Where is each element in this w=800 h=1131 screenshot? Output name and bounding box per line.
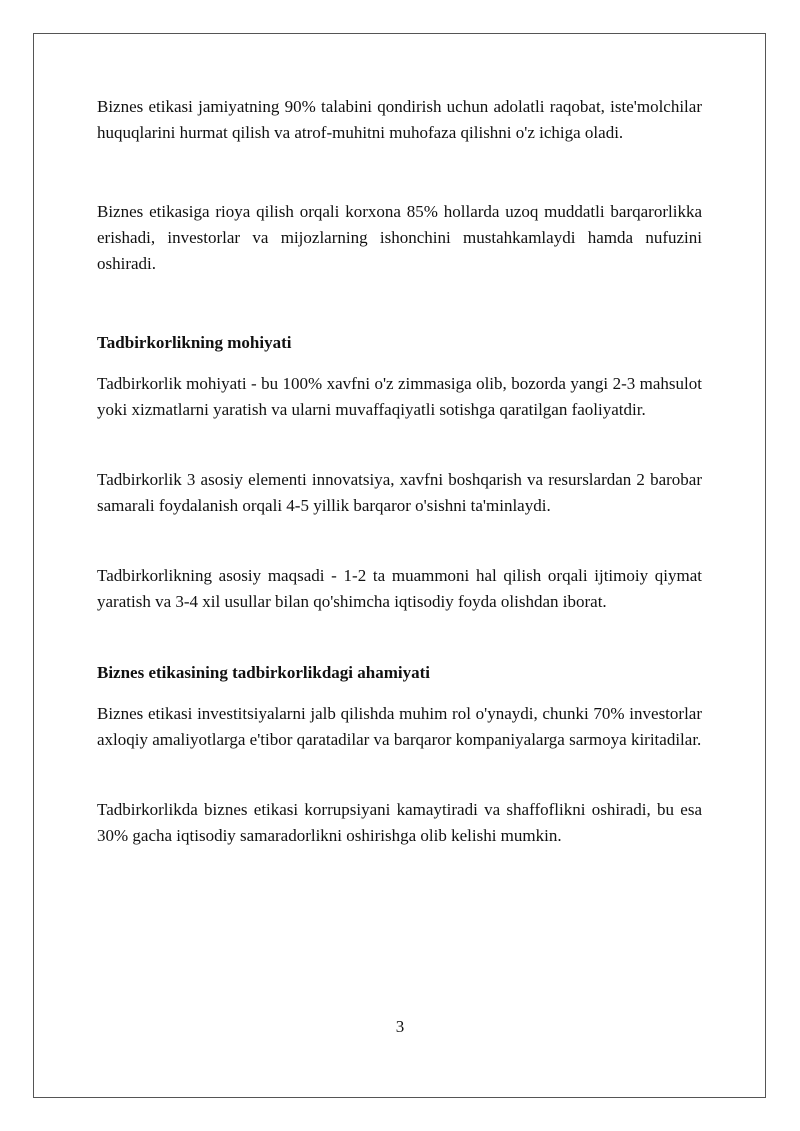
section-heading-business-ethics-importance: Biznes etikasining tadbirkorlikdagi ahamiyati bbox=[97, 663, 430, 682]
page-number: 3 bbox=[395, 1017, 405, 1036]
intro-paragraph-2: Biznes etikasiga rioya qilish orqali korxona 85% hollarda uzoq muddatli barqarorlikka erishadi, investorlar va mijozlarning ishonchini mustahkamlaydi hamda nufuzini oshiradi. bbox=[97, 202, 702, 273]
section1-paragraph-2: Tadbirkorlik 3 asosiy elementi innovatsiya, xavfni boshqarish va resurslardan 2 barobar samarali foydalanish orqali 4-5 yillik barqaror o'sishni ta'minlaydi. bbox=[97, 470, 702, 515]
section-heading-entrepreneurship-essence: Tadbirkorlikning mohiyati bbox=[97, 333, 292, 352]
section2-paragraph-2: Tadbirkorlikda biznes etikasi korrupsiyani kamaytiradi va shaffoflikni oshiradi, bu esa 30% gacha iqtisodiy samaradorlikni oshirishga olib kelishi mumkin. bbox=[97, 800, 702, 845]
intro-paragraph-1: Biznes etikasi jamiyatning 90% talabini qondirish uchun adolatli raqobat, iste'molchilar huquqlarini hurmat qilish va atrof-muhitni muhofaza qilishni o'z ichiga oladi. bbox=[97, 97, 702, 142]
page-content bbox=[97, 94, 702, 849]
section1-paragraph-1: Tadbirkorlik mohiyati - bu 100% xavfni o'z zimmasiga olib, bozorda yangi 2-3 mahsulot yoki xizmatlarni yaratish va ularni muvaffaqiyatli sotishga qaratilgan faoliyatdir. bbox=[97, 374, 702, 419]
section2-paragraph-1: Biznes etikasi investitsiyalarni jalb qilishda muhim rol o'ynaydi, chunki 70% investorlar axloqiy amaliyotlarga e'tibor qaratadilar va barqaror kompaniyalarga sarmoya kiritadilar. bbox=[97, 704, 702, 749]
section1-paragraph-3: Tadbirkorlikning asosiy maqsadi - 1-2 ta muammoni hal qilish orqali ijtimoiy qiymat yaratish va 3-4 xil usullar bilan qo'shimcha iqtisodiy foyda olishdan iborat. bbox=[97, 566, 702, 611]
